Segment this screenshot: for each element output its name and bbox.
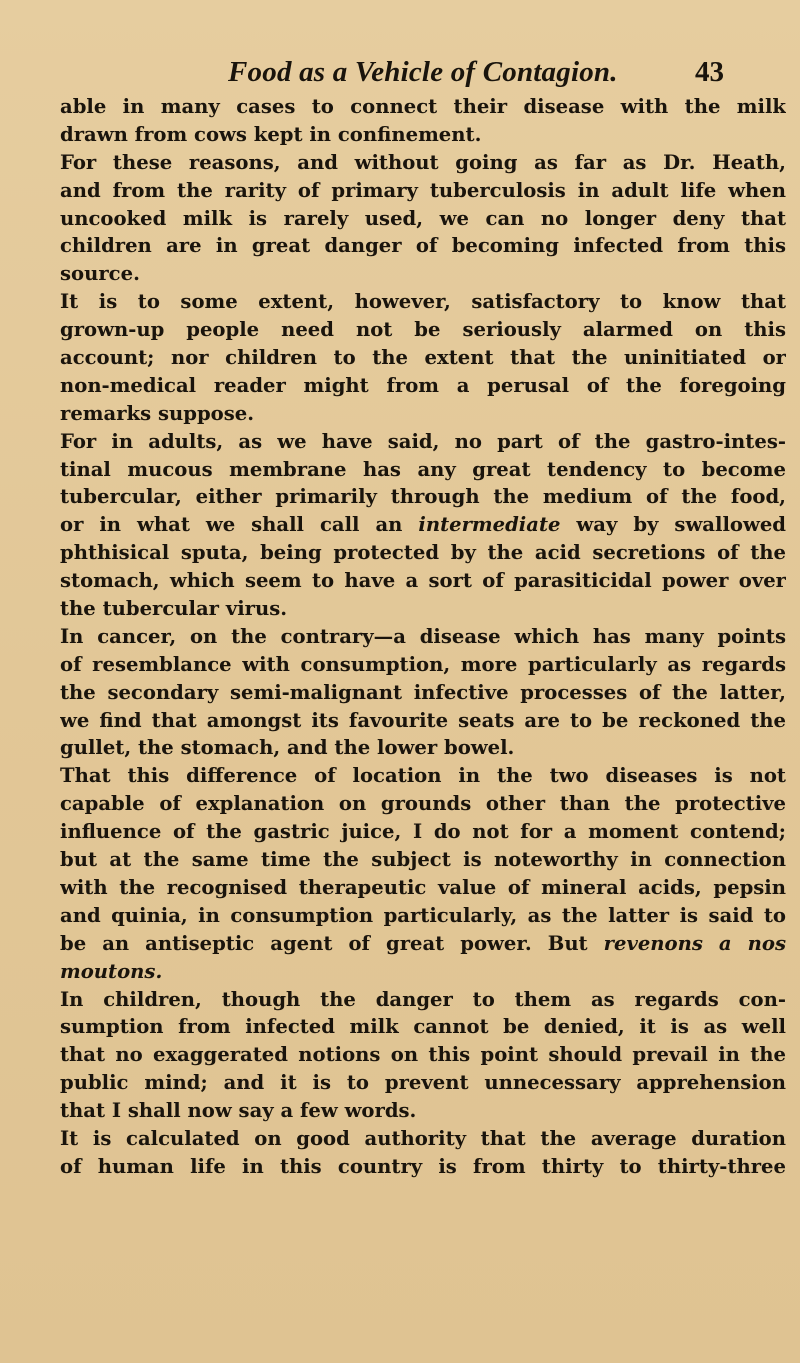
text-line: public mind; and it is to prevent unnecessary apprehension [60,1071,786,1095]
text-line: but at the same time the subject is noteworthy in connection [60,848,786,872]
text-line: the secondary semi-malignant infective processes of the latter, [60,680,786,704]
text-segment: be an antiseptic agent of great power. But [60,931,604,955]
text-line: tubercular, either primarily through the medium of the food, [60,485,786,509]
text-line: phthisical sputa, being protected by the acid secretions of the [60,541,786,565]
text-line: of human life in this country is from thirty to thirty-three [60,1154,786,1178]
text-line: sumption from infected milk cannot be denied, it is as well [60,1015,786,1039]
text-line: It is calculated on good authority that the average duration [60,1126,786,1150]
text-segment: or in what we shall call an [60,513,419,537]
text-line: and from the rarity of primary tuberculosis in adult life when [60,178,786,202]
text-line [60,958,786,986]
text-line: tinal mucous membrane has any great tendency to become [60,457,786,481]
text-line: that I shall now say a few words. [60,1099,417,1123]
text-line: stomach, which seem to have a sort of parasiticidal power over [60,569,786,593]
text-line [60,511,786,539]
text-line: that no exaggerated notions on this point should prevail in the [60,1043,786,1067]
running-title: Food as a Vehicle of Contagion. [228,56,618,88]
text-line: gullet, the stomach, and the lower bowel. [60,736,515,760]
text-segment: way by swallowed [560,513,786,537]
text-line: able in many cases to connect their disease with the milk [60,95,786,118]
text-line: In children, though the danger to them as regards con- [60,987,786,1011]
italic-phrase: revenons a nos [603,931,786,955]
text-line: remarks suppose. [60,401,255,425]
text-line: For these reasons, and without going as far as Dr. Heath, [60,150,786,174]
text-line: uncooked milk is rarely used, we can no longer deny that [60,206,786,230]
text-line: the tubercular virus. [60,597,288,621]
body-text [60,93,786,1181]
text-line: influence of the gastric juice, I do not for a moment contend; [60,820,786,844]
text-line: source. [60,262,140,286]
text-line: with the recognised therapeutic value of mineral acids, pepsin [60,875,786,899]
text-line: drawn from cows kept in confinement. [60,122,482,146]
text-line: non-medical reader might from a perusal of the foregoing [60,373,786,397]
text-line: capable of explanation on grounds other than the protective [60,792,786,816]
text-line [60,930,786,958]
text-line: children are in great danger of becoming infected from this [60,234,786,258]
text-line: In cancer, on the contrary—a disease which has many points [60,624,786,648]
text-line: of resemblance with consumption, more particularly as regards [60,652,786,676]
text-line: account; nor children to the extent that the uninitiated or [60,346,786,370]
text-line: For in adults, as we have said, no part of the gastro-intes- [60,429,786,453]
text-line: we find that amongst its favourite seats are to be reckoned the [60,708,786,732]
text-line: and quinia, in consumption particularly, as the latter is said to [60,903,786,927]
italic-phrase: moutons. [60,959,163,983]
text-line: grown-up people need not be seriously alarmed on this [60,318,786,342]
text-line: It is to some extent, however, satisfactory to know that [60,290,786,314]
italic-phrase: intermediate [418,513,561,537]
text-line: That this difference of location in the two diseases is not [60,764,786,788]
page-number: 43 [695,56,724,88]
page-header [0,48,800,88]
